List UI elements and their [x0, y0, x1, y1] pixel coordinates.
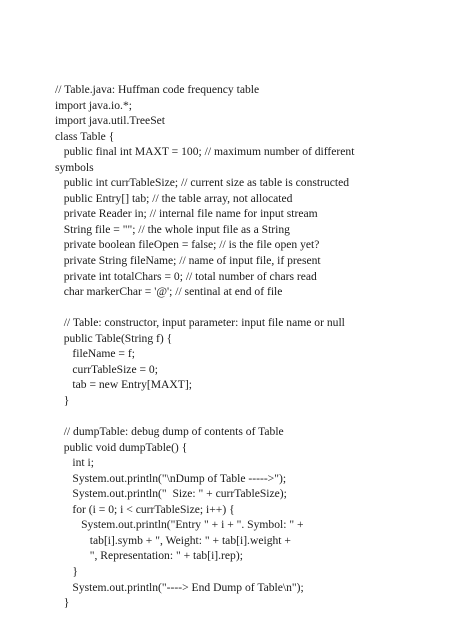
code-listing [55, 82, 415, 611]
code-line: public Table(String f) { [55, 331, 173, 345]
code-line: ", Representation: " + tab[i].rep); [55, 549, 243, 563]
code-line: System.out.println(" Size: " + currTableSize); [55, 487, 287, 501]
code-line: // dumpTable: debug dump of contents of Table [55, 425, 284, 439]
code-line: System.out.println("Entry " + i + ". Symbol: " + [55, 518, 304, 532]
code-line: public void dumpTable() { [55, 440, 188, 454]
code-line: for (i = 0; i < currTableSize; i++) { [55, 502, 235, 516]
code-line: currTableSize = 0; [55, 362, 158, 376]
code-line: public int currTableSize; // current size as table is constructed [55, 176, 350, 190]
code-line: tab[i].symb + ", Weight: " + tab[i].weight + [55, 533, 291, 547]
code-line: } [55, 564, 78, 578]
code-line: private Reader in; // internal file name for input stream [55, 207, 318, 221]
code-line: private int totalChars = 0; // total number of chars read [55, 269, 317, 283]
code-line: tab = new Entry[MAXT]; [55, 378, 192, 392]
code-line: // Table: constructor, input parameter: input file name or null [55, 316, 345, 330]
code-line: public Entry[] tab; // the table array, not allocated [55, 191, 293, 205]
code-line: symbols [55, 160, 94, 174]
code-line: class Table { [55, 129, 115, 143]
code-line: import java.io.*; [55, 98, 132, 112]
code-line: fileName = f; [55, 347, 135, 361]
code-line: System.out.println("\nDump of Table ----->"); [55, 471, 287, 485]
code-line: char markerChar = '@'; // sentinal at end of file [55, 285, 283, 299]
code-line: import java.util.TreeSet [55, 114, 166, 128]
code-line: private boolean fileOpen = false; // is the file open yet? [55, 238, 320, 252]
blank-line [55, 300, 415, 316]
code-line: private String fileName; // name of input file, if present [55, 254, 321, 268]
blank-line [55, 408, 415, 424]
code-line: String file = ""; // the whole input file as a String [55, 222, 290, 236]
code-line: } [55, 596, 70, 610]
code-line: public final int MAXT = 100; // maximum number of different [55, 145, 355, 159]
code-line: // Table.java: Huffman code frequency table [55, 83, 260, 96]
code-line: int i; [55, 456, 94, 470]
code-line: } [55, 393, 70, 407]
code-line: System.out.println("----> End Dump of Table\n"); [55, 580, 304, 594]
